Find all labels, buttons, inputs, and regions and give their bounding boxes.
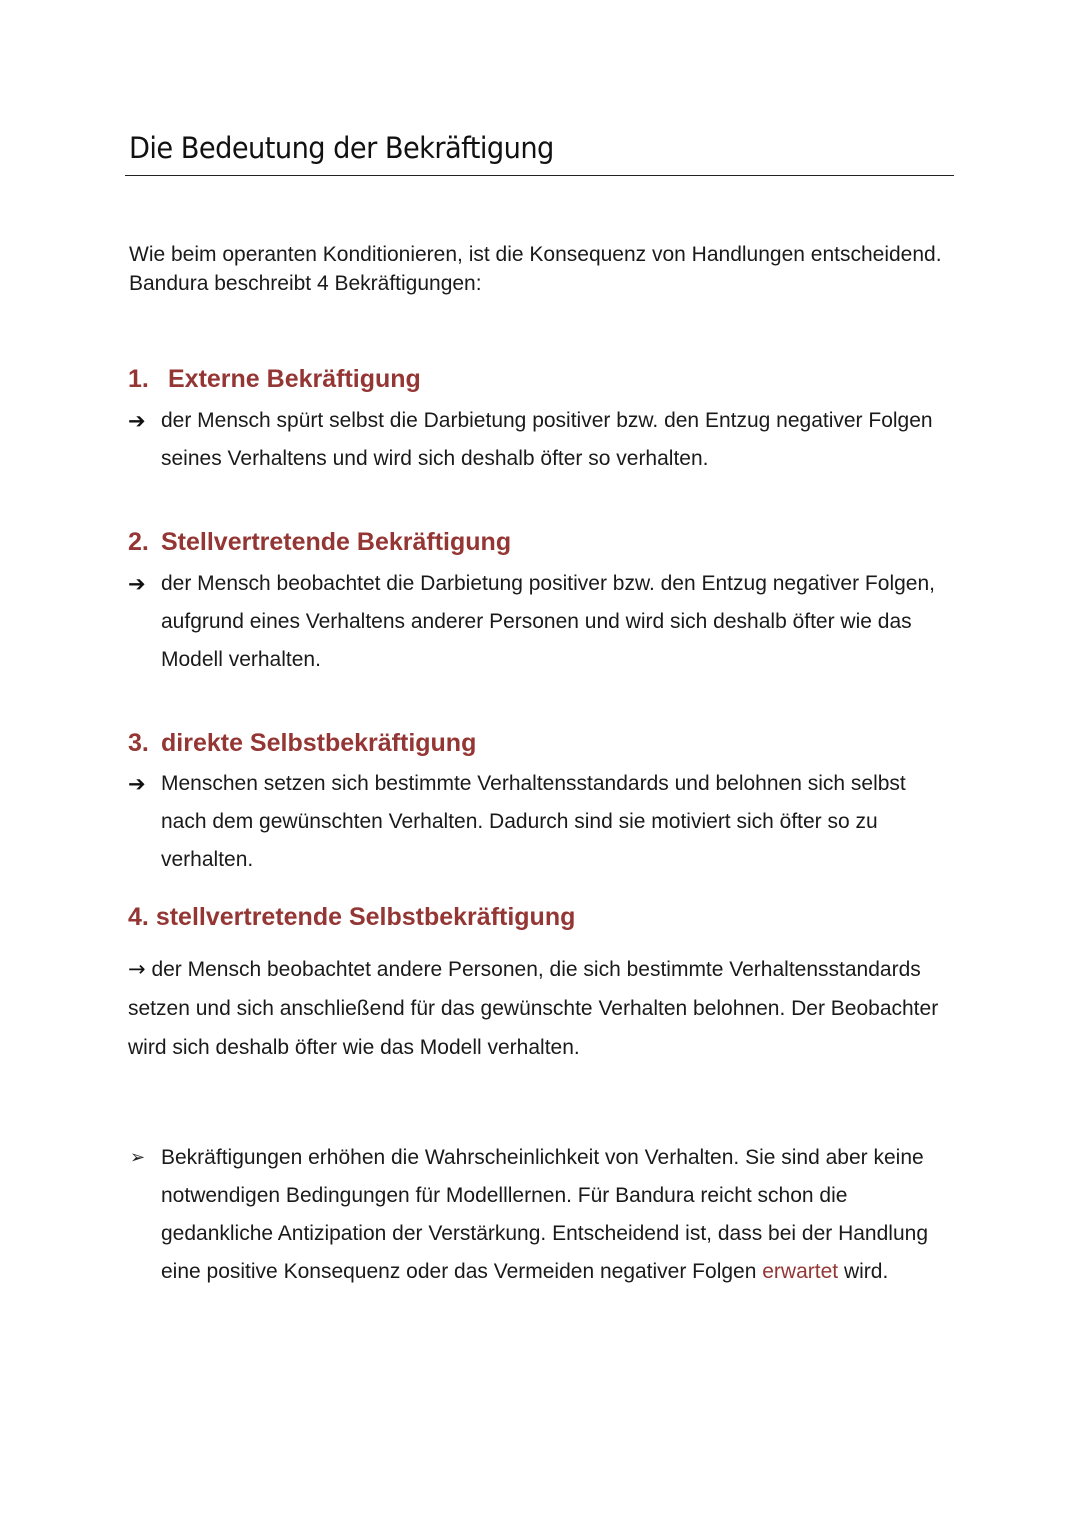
section-title: stellvertretende Selbstbekräftigung xyxy=(155,903,576,931)
highlighted-word: erwartet xyxy=(762,1260,839,1283)
section-title: Externe Bekräftigung xyxy=(168,365,421,393)
section-number: 1. xyxy=(128,365,149,393)
section-heading-direkte-selbstbekraeftigung xyxy=(128,727,476,759)
section-text-externe xyxy=(128,402,948,478)
summary-body xyxy=(161,1139,948,1291)
intro-paragraph: Wie beim operanten Konditionieren, ist die Konsequenz von Handlungen entscheidend. Bandura beschreibt 4 Bekräftigungen: xyxy=(129,243,942,295)
arrow-right-icon: → xyxy=(128,957,146,981)
section-number: 4. xyxy=(128,903,149,931)
arrow-right-icon: ➔ xyxy=(128,409,146,433)
section-body: der Mensch beobachtet die Darbietung positiver bzw. den Entzug negativer Folgen, aufgrund eines Verhaltens anderer Personen und wird sich deshalb öfter wie das Modell verhalten. xyxy=(161,572,935,671)
section-number: 2. xyxy=(128,528,149,556)
section-heading-stellvertretende xyxy=(128,526,511,558)
section-body: der Mensch spürt selbst die Darbietung positiver bzw. den Entzug negativer Folgen seines Verhaltens und wird sich deshalb öfter so verhalten. xyxy=(161,409,933,470)
arrow-right-icon: ➔ xyxy=(128,572,146,596)
section-text-direkte-selbstbekraeftigung xyxy=(128,765,948,879)
section-body: Menschen setzen sich bestimmte Verhaltensstandards und belohnen sich selbst nach dem gewünschten Verhalten. Dadurch sind sie motiviert sich öfter so zu verhalten. xyxy=(161,772,906,871)
section-number: 3. xyxy=(128,729,149,757)
section-body: der Mensch beobachtet andere Personen, die sich bestimmte Verhaltensstandards setzen und sich anschließend für das gewünschte Verhalten belohnen. Der Beobachter wird sich deshalb öfter wie das Modell verhalten. xyxy=(128,958,939,1059)
section-heading-externe xyxy=(128,363,421,395)
bullet-arrowhead-icon: ➢ xyxy=(130,1147,146,1168)
section-title: Stellvertretende Bekräftigung xyxy=(161,528,512,556)
section-heading-stellvertretende-selbstbekraeftigung xyxy=(128,901,575,933)
section-title: direkte Selbstbekräftigung xyxy=(161,729,477,757)
title-underline xyxy=(125,175,954,176)
arrow-right-icon: ➔ xyxy=(128,772,146,796)
summary-ending: wird. xyxy=(843,1260,889,1283)
section-text-stellvertretende-selbstbekraeftigung xyxy=(128,950,948,1067)
summary-text: Bekräftigungen erhöhen die Wahrscheinlichkeit von Verhalten. Sie sind aber keine notwendigen Bedingungen für Modelllernen. Für Bandura reicht schon die gedankliche Antizipation der Verstärkung. Entscheidend ist, dass bei der Handlung eine positive Konsequenz oder das Vermeiden negativer Folgen xyxy=(161,1146,928,1283)
summary-bullet xyxy=(128,1139,948,1291)
section-text-stellvertretende xyxy=(128,565,948,679)
page-title: Die Bedeutung der Bekräftigung xyxy=(129,131,554,165)
